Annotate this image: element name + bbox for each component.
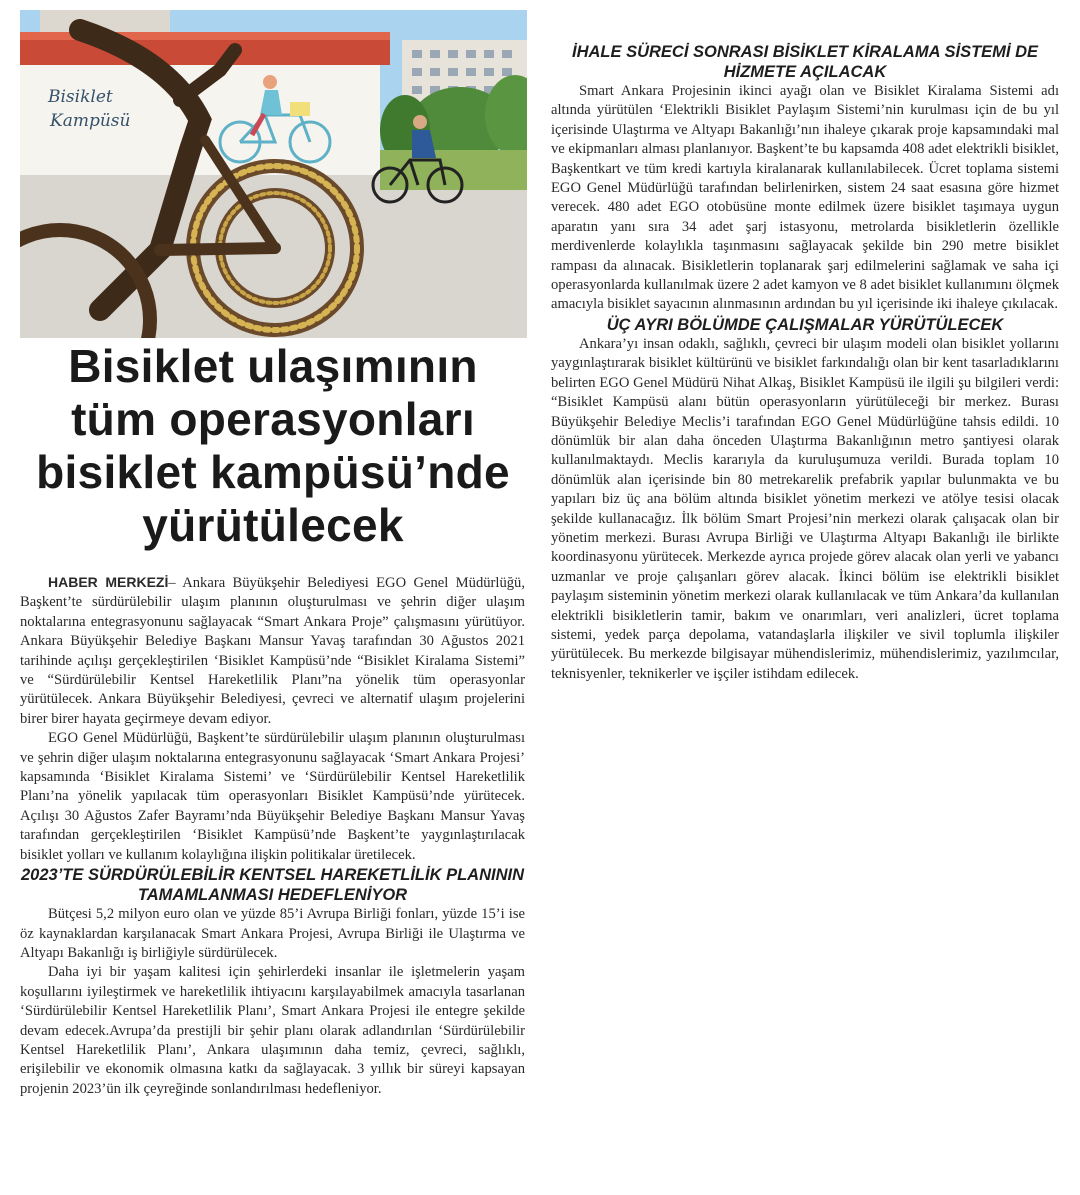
body-paragraph: Ankara’yı insan odaklı, sağlıklı, çevreci bir ulaşım modeli olan bisiklet yollarını yaygınlaştırarak bisiklet kültürünü ve bisiklet farkındalığı olan bir kent tasarladıklarını belirten EGO Genel Müdürü Nihat Alkaş, Bisiklet Kampüsü ile ilgili şu bilgileri verdi: “Bisiklet Kampüsü alanı bütün operasyonların yürütüleceği bir merkez. Burası Büyükşehir Belediye Meclis’i tarafından EGO Genel Müdürlüğüne tahsis edildi. 10 dönümlük bir alan daha önceden Ulaştırma Bakanlığının metro şantiyesi olarak kullanılmaktaydı. Meclis kararıyla da kuruluşumuza verildi. Burada toplam 10 dönümlük alan içerisinde bin 80 metrekarelik prefabrik yapılar bulunmakta ve bu yapıları biz üç ana bölüm altında bisiklet yönetim merkezi ve atölye tesisi olacak şekilde kullanacağız. İlk bölüm Smart Projesi’nin merkezi olarak çalışacak olan bir yönetim merkezi. Burası Avrupa Birliği ve Ulaştırma Altyapı Bakanlığı ile birlikte koordinasyonu yürütecek. Merkezde ayrıca projede görev alacak olan yerli ve yabancı uzmanlar ve proje çalışanları görev alacak. İkinci bölüm ise elektrikli bisiklet paylaşım sisteminin yönetim merkezi olarak kullanılacak ve tüm Ankara’da kullanılan elektrikli bisikletlerin tamir, bakım ve onarımları, veri analizleri, ücret toplama sistemi, yedek parça depolama, vatandaşlarla ilişkiler ve sivil toplumla ilişkiler yürütülecek. Bu merkezde bilgisayar mühendislerimiz, mühendislerimiz, yazılımcılar, teknisyenler, teknikerler ve işçiler istihdam edilecek.: [551, 335, 1059, 682]
right-column: [551, 42, 1059, 684]
body-paragraph: Smart Ankara Projesinin ikinci ayağı olan ve Bisiklet Kiralama Sistemi adı altında yürütülen ‘Elektrikli Bisiklet Paylaşım Sistemi’nin kurulması için de bu yıl içerisinde Ulaştırma ve Altyapı Bakanlığı’nın ihaleye çıkarak proje kapsamındaki mal ve ekipmanları alması planlanıyor. Başkent’te bu kapsamda 408 adet elektrikli bisiklet, Başkentkart ve tüm kredi kartıyla kiralanarak kullanılabilecek. Ücret toplama sistemi EGO Genel Müdürlüğü tarafından belirlenirken, sistem 24 saat esasına göre hizmet verecek. 480 adet EGO otobüsüne monte edilmek üzere bisiklet taşımaya uygun aparatın yanı sıra 34 adet şarj istasyonu, metrolarda bisikletlerin özellikle merdivenlerde kolaylıkla taşınmasını sağlayacak şekilde bin 290 metre bisiklet rampası da alınacak. Bisikletlerin toplanarak şarj edilmelerini sağlamak ve saha içi operasyonlarda kullanılmak üzere 2 adet kamyon ve 8 adet bisiklet kullanımını ölçmek amacıyla bisiklet sayacının alınmasının ardından bu yıl içerisinde iki ihaleye çıkılacak.: [551, 83, 1059, 313]
lead-paragraph-text: – Ankara Büyükşehir Belediyesi EGO Genel Müdürlüğü, Başkent’te sürdürülebilir ulaşım planının oluşturulması ve şehrin diğer ulaşım noktalarına entegrasyonunu sağlayacak “Smart Ankara Proje” çalışmasını yürütüyor. Ankara Büyükşehir Belediye Başkanı Mansur Yavaş tarafından 30 Ağustos 2021 tarihinde açılışı gerçekleştirilen ‘Bisiklet Kampüsü’nde “Bisiklet Kiralama Sistemi” ve “Sürdürülebilir Kentsel Hareketlilik Planı”na yönelik tüm operasyonlar yürütülecek. Ankara Büyükşehir Belediyesi, çevreci ve alternatif ulaşım projelerini birer birer hayata geçirmeye devam ediyor.: [20, 575, 525, 727]
left-column: [20, 573, 525, 1099]
body-paragraph: Daha iyi bir yaşam kalitesi için şehirlerdeki insanlar ile işletmelerin yaşam koşullarını iyileştirmek ve hareketlilik ihtiyacını karşılayabilmek amacıyla tasarlanan ‘Sürdürülebilir Kentsel Hareketlilik Planı’, Smart Ankara Projesi ile entegre şekilde devam edecek.Avrupa’da prestijli bir şehir planı olarak adlandırılan ‘Sürdürülebilir Kentsel Hareketlilik Planı’, Ankara ulaşımının daha temiz, çevreci, sağlıklı, erişilebilir ve ekonomik olmasına katkı da sağlayacak. 3 yıllık bir süreyi kapsayan projenin 2023’ün ilk çeyreğinde sonlandırılması hedefleniyor.: [20, 964, 525, 1097]
byline: HABER MERKEZİ: [48, 574, 169, 590]
sign-text-line1: Bisiklet: [48, 87, 113, 107]
headline-line-1: Bisiklet ulaşımının: [68, 340, 478, 392]
body-paragraph: EGO Genel Müdürlüğü, Başkent’te sürdürülebilir ulaşım planının oluşturulması ve şehrin diğer ulaşım noktalarına entegrasyonunu sağlayacak ‘Smart Ankara Projesi’ kapsamında ‘Bisiklet Kiralama Sistemi’ ve ‘Sürdürülebilir Kentsel Hareketlilik Planı’na yönelik yapılacak tüm operasyonları Bisiklet Kampüsü’nde yürütecek. Açılışı 30 Ağustos Zafer Bayramı’nda Büyükşehir Belediye Başkanı Mansur Yavaş tarafından gerçekleştirilen ‘Bisiklet Kampüsü’nde Başkent’te yaygınlaştırılacak bisiklet yolları ve kullanım kolaylığına ilişkin politikalar üretilecek.: [20, 730, 525, 863]
subheading: 2023’TE SÜRDÜRÜLEBİLİR KENTSEL HAREKETLİLİK PLANININ TAMAMLANMASI HEDEFLENİYOR: [21, 866, 524, 905]
headline-line-3: bisiklet kampüsü’nde: [36, 446, 510, 498]
headline: [18, 340, 528, 552]
subheading: ÜÇ AYRI BÖLÜMDE ÇALIŞMALAR YÜRÜTÜLECEK: [606, 315, 1004, 334]
sign-text-line2: Kampüsü: [50, 111, 131, 131]
headline-line-2: tüm operasyonları: [71, 393, 475, 445]
lead-paragraph: [20, 573, 525, 729]
subheading: İHALE SÜRECİ SONRASI BİSİKLET KİRALAMA SİSTEMİ DE HİZMETE AÇILACAK: [572, 43, 1038, 81]
body-paragraph: Bütçesi 5,2 milyon euro olan ve yüzde 85’i Avrupa Birliği fonları, yüzde 15’i ise öz kaynaklardan karşılanacak Smart Ankara Projesi, Avrupa Birliği ile Ulaştırma ve Altyapı Bakanlığı iş birliğiyle sürdürülecek.: [20, 906, 525, 961]
headline-line-4: yürütülecek: [142, 499, 404, 551]
article-photo: [20, 10, 527, 338]
